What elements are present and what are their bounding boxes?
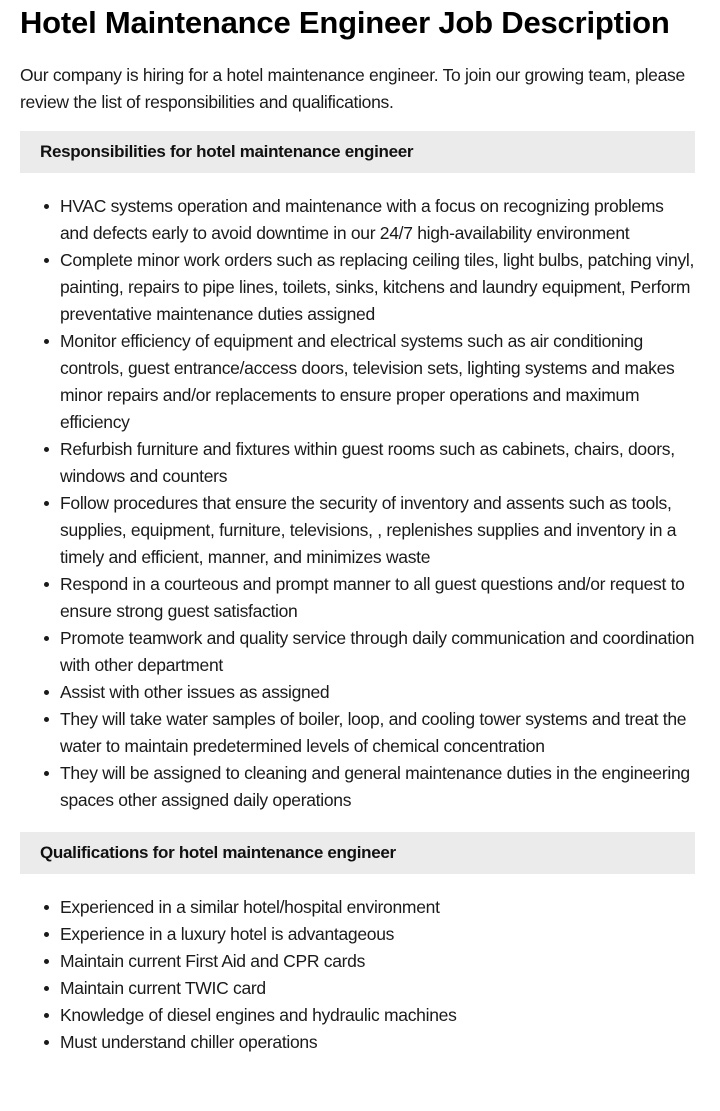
list-item-text: Monitor efficiency of equipment and electrical systems such as air conditioning controls, guest entrance/access doors, television sets, lighting systems and makes minor repairs and/or replacements to ensure proper operations and maximum efficiency xyxy=(60,331,675,432)
list-item xyxy=(60,948,695,975)
list-item-text: Complete minor work orders such as replacing ceiling tiles, light bulbs, patching vinyl, painting, repairs to pipe lines, toilets, sinks, kitchens and laundry equipment, Perform preventative maintenance duties assigned xyxy=(60,250,695,324)
list-item xyxy=(60,706,695,760)
bullet-icon xyxy=(44,204,49,209)
list-item xyxy=(60,328,695,436)
list-item xyxy=(60,247,695,328)
bullet-icon xyxy=(44,690,49,695)
bullet-icon xyxy=(44,1013,49,1018)
responsibilities-header xyxy=(20,131,695,173)
qualifications-heading: Qualifications for hotel maintenance engineer xyxy=(40,843,396,862)
list-item xyxy=(60,1002,695,1029)
bullet-icon xyxy=(44,582,49,587)
bullet-icon xyxy=(44,636,49,641)
bullet-icon xyxy=(44,447,49,452)
list-item xyxy=(60,436,695,490)
list-item xyxy=(60,193,695,247)
qualifications-header xyxy=(20,832,695,874)
list-item-text: Follow procedures that ensure the security of inventory and assents such as tools, supplies, equipment, furniture, televisions, , replenishes supplies and inventory in a timely and efficient, manner, and minimizes waste xyxy=(60,493,677,567)
list-item-text: They will take water samples of boiler, loop, and cooling tower systems and treat the water to maintain predetermined levels of chemical concentration xyxy=(60,709,687,756)
list-item-text: Assist with other issues as assigned xyxy=(60,682,330,702)
page-title: Hotel Maintenance Engineer Job Description xyxy=(20,5,670,40)
list-item-text: Knowledge of diesel engines and hydraulic machines xyxy=(60,1005,457,1025)
list-item xyxy=(60,975,695,1002)
list-item xyxy=(60,625,695,679)
bullet-icon xyxy=(44,959,49,964)
list-item-text: HVAC systems operation and maintenance with a focus on recognizing problems and defects early to avoid downtime in our 24/7 high-availability environment xyxy=(60,196,664,243)
list-item xyxy=(60,1029,695,1056)
list-item xyxy=(60,571,695,625)
list-item-text: Respond in a courteous and prompt manner to all guest questions and/or request to ensure strong guest satisfaction xyxy=(60,574,685,621)
bullet-icon xyxy=(44,501,49,506)
list-item-text: Refurbish furniture and fixtures within guest rooms such as cabinets, chairs, doors, windows and counters xyxy=(60,439,675,486)
responsibilities-heading: Responsibilities for hotel maintenance engineer xyxy=(40,142,414,161)
list-item xyxy=(60,894,695,921)
list-item xyxy=(60,921,695,948)
bullet-icon xyxy=(44,339,49,344)
list-item-text: Experienced in a similar hotel/hospital environment xyxy=(60,897,440,917)
responsibilities-list xyxy=(20,193,695,814)
list-item-text: Experience in a luxury hotel is advantageous xyxy=(60,924,395,944)
list-item-text: Must understand chiller operations xyxy=(60,1032,318,1052)
list-item-text: Promote teamwork and quality service through daily communication and coordination with other department xyxy=(60,628,695,675)
list-item-text: Maintain current TWIC card xyxy=(60,978,266,998)
bullet-icon xyxy=(44,717,49,722)
bullet-icon xyxy=(44,986,49,991)
list-item xyxy=(60,679,695,706)
list-item-text: They will be assigned to cleaning and general maintenance duties in the engineering spaces other assigned daily operations xyxy=(60,763,690,810)
qualifications-list xyxy=(20,894,695,1056)
list-item xyxy=(60,760,695,814)
list-item xyxy=(60,490,695,571)
bullet-icon xyxy=(44,1040,49,1045)
bullet-icon xyxy=(44,905,49,910)
bullet-icon xyxy=(44,771,49,776)
list-item-text: Maintain current First Aid and CPR cards xyxy=(60,951,366,971)
intro-paragraph: Our company is hiring for a hotel maintenance engineer. To join our growing team, please review the list of responsibilities and qualifications. xyxy=(20,65,685,112)
bullet-icon xyxy=(44,258,49,263)
bullet-icon xyxy=(44,932,49,937)
